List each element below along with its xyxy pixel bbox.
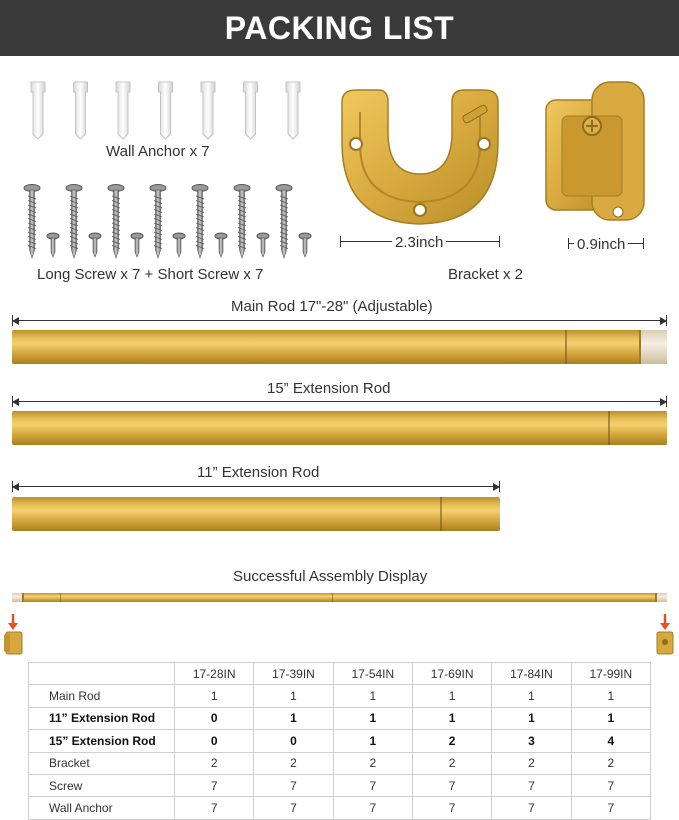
table-header-cell: 17-84IN [492,663,571,685]
table-row [29,707,651,729]
short-screw-icon [89,233,101,257]
table-cell: 3 [492,730,571,752]
table-cell: 7 [175,774,254,796]
wall-anchor-icon [286,82,300,139]
table-cell: 1 [571,685,650,707]
table-cell: 1 [333,707,412,729]
table-cell: 0 [175,730,254,752]
table-row-label: Main Rod [29,685,175,707]
table-cell: 0 [175,707,254,729]
table-header-cell: 17-54IN [333,663,412,685]
short-screw-icon [257,233,269,257]
table-cell: 1 [254,707,333,729]
assembly-title: Successful Assembly Display [233,568,428,585]
table-cell: 4 [571,730,650,752]
table-row [29,774,651,796]
table-cell: 1 [492,685,571,707]
table-row-label: Wall Anchor [29,797,175,819]
table-row [29,730,651,752]
assembled-rod [12,593,667,602]
wall-anchor-icon [74,82,88,139]
table-cell: 7 [254,774,333,796]
short-screw-icon [215,233,227,257]
table-cell: 1 [333,685,412,707]
table-cell: 2 [412,752,491,774]
main-rod-dimension [12,320,667,321]
main-rod [12,330,667,364]
table-row-label: Bracket [29,752,175,774]
short-screw-icon [173,233,185,257]
table-row [29,797,651,819]
long-screw-icon [24,185,40,259]
screw-label: Long Screw x 7 + Short Screw x 7 [37,266,264,283]
extension-rod-15-dimension [12,401,667,402]
table-cell: 0 [254,730,333,752]
left-bracket-icon [4,632,22,654]
wall-anchor-icon [244,82,258,139]
bracket-depth-label: 0.9inch [574,236,628,253]
bracket-label: Bracket x 2 [448,266,524,283]
bracket-front-illustration [330,82,510,232]
main-rod-label: Main Rod 17"-28" (Adjustable) [228,298,436,315]
table-cell: 1 [254,685,333,707]
table-cell: 1 [571,707,650,729]
long-screw-icon [276,185,292,259]
table-header-cell: 17-28IN [175,663,254,685]
table-cell: 7 [492,774,571,796]
down-arrow-right-icon [660,614,670,630]
table-cell: 7 [412,797,491,819]
wall-anchor-icon [201,82,215,139]
table-header-cell: 17-99IN [571,663,650,685]
extension-rod-11-dimension [12,486,500,487]
table-row-label: 11” Extension Rod [29,707,175,729]
table-cell: 2 [412,730,491,752]
table-cell: 7 [492,797,571,819]
table-cell: 2 [254,752,333,774]
long-screw-icon [108,185,124,259]
table-cell: 7 [571,797,650,819]
table-cell: 7 [571,774,650,796]
wall-anchor-label: Wall Anchor x 7 [106,143,210,160]
table-row-label: 15” Extension Rod [29,730,175,752]
table-cell: 7 [254,797,333,819]
wall-anchor-icon [31,82,45,139]
table-header-row [29,663,651,685]
short-screw-icon [131,233,143,257]
table-header-cell [29,663,175,685]
wall-anchor-icon [159,82,173,139]
table-row-label: Screw [29,774,175,796]
page-title: PACKING LIST [224,9,455,46]
table-cell: 7 [333,774,412,796]
table-cell: 7 [333,797,412,819]
table-cell: 7 [412,774,491,796]
table-header-cell: 17-69IN [412,663,491,685]
table-cell: 1 [175,685,254,707]
wall-anchor-icon [116,82,130,139]
table-cell: 1 [412,685,491,707]
table-row [29,752,651,774]
extension-rod-11-label: 11” Extension Rod [194,464,322,481]
long-screw-icon [234,185,250,259]
table-cell: 7 [175,797,254,819]
extension-rod-11 [12,497,500,531]
long-screw-icon [66,185,82,259]
extension-rod-15-label: 15” Extension Rod [264,380,393,397]
bracket-side-illustration [540,80,650,230]
table-cell: 2 [492,752,571,774]
table-cell: 2 [175,752,254,774]
short-screw-icon [299,233,311,257]
table-cell: 2 [571,752,650,774]
right-bracket-icon [657,632,673,654]
long-screw-icon [192,185,208,259]
table-cell: 2 [333,752,412,774]
table-cell: 1 [492,707,571,729]
short-screw-icon [47,233,59,257]
assembly-arrows-and-brackets [0,610,679,660]
table-cell: 1 [412,707,491,729]
extension-rod-15 [12,411,667,445]
bracket-width-label: 2.3inch [392,234,446,251]
long-screw-icon [150,185,166,259]
table-header-cell: 17-39IN [254,663,333,685]
table-row [29,685,651,707]
packing-table [28,662,651,820]
table-cell: 1 [333,730,412,752]
down-arrow-left-icon [8,614,18,630]
